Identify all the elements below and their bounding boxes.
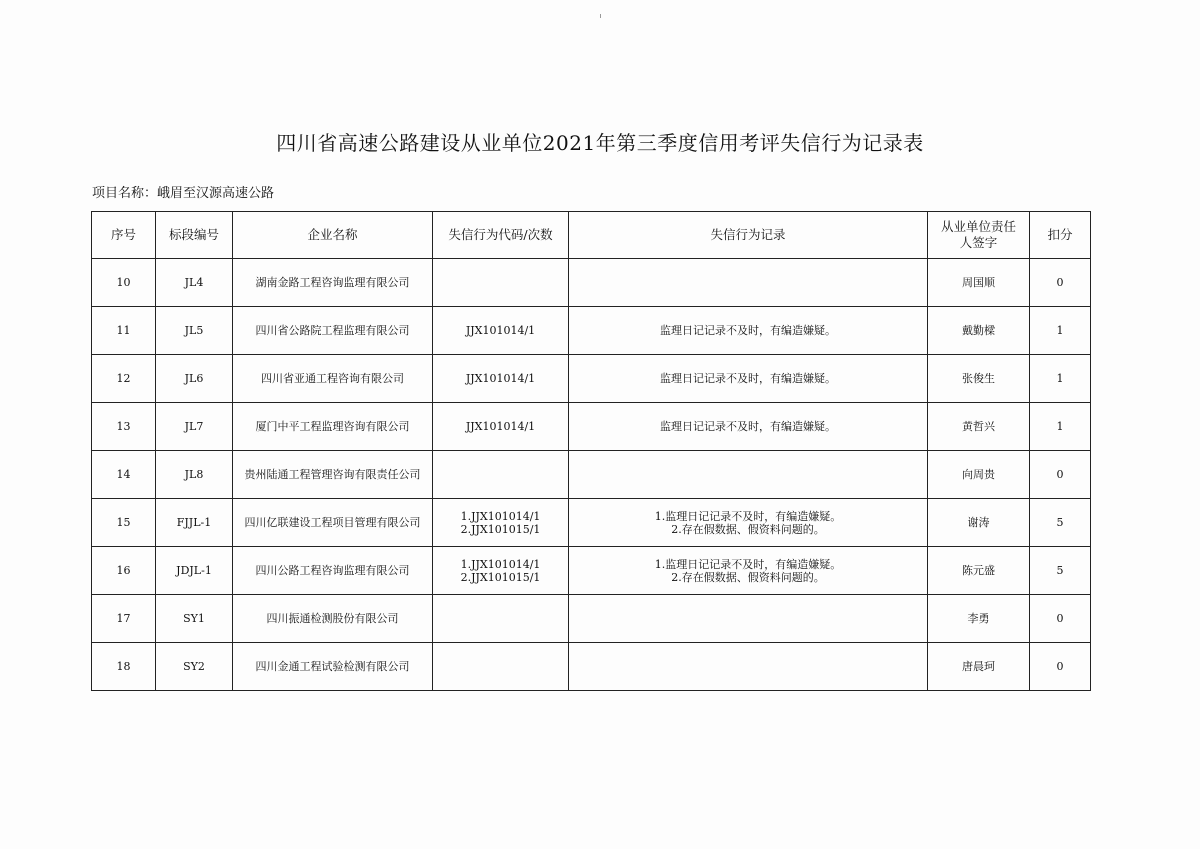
table-row (92, 499, 1091, 547)
cell-company: 厦门中平工程监理咨询有限公司 (233, 403, 433, 451)
cell-company: 四川公路工程咨询监理有限公司 (233, 547, 433, 595)
cell-section: JL8 (156, 451, 233, 499)
cell-code (433, 595, 569, 643)
cell-deduction: 0 (1030, 451, 1091, 499)
cell-deduction: 5 (1030, 499, 1091, 547)
cell-signer: 戴勤樑 (928, 307, 1030, 355)
cell-signer: 黄哲兴 (928, 403, 1030, 451)
cell-record: 监理日记记录不及时，有编造嫌疑。 (569, 307, 928, 355)
cell-code (433, 643, 569, 691)
cell-section: JL4 (156, 259, 233, 307)
cell-deduction: 0 (1030, 595, 1091, 643)
cell-section: FJJL-1 (156, 499, 233, 547)
table-row (92, 307, 1091, 355)
table-row (92, 643, 1091, 691)
cell-no: 14 (92, 451, 156, 499)
cell-record (569, 643, 928, 691)
cell-section: SY2 (156, 643, 233, 691)
cell-deduction: 1 (1030, 307, 1091, 355)
table-row (92, 451, 1091, 499)
header-no: 序号 (92, 212, 156, 259)
record-line: 1.监理日记记录不及时，有编造嫌疑。 (654, 509, 842, 523)
code-line: 2.JJX101015/1 (460, 522, 541, 536)
cell-section: JL5 (156, 307, 233, 355)
cell-deduction: 1 (1030, 403, 1091, 451)
cell-section: JL7 (156, 403, 233, 451)
cell-deduction: 0 (1030, 643, 1091, 691)
cell-company: 四川金通工程试验检测有限公司 (233, 643, 433, 691)
record-line: 2.存在假数据、假资料问题的。 (671, 570, 825, 584)
record-line: 1.监理日记记录不及时，有编造嫌疑。 (654, 557, 842, 571)
cell-no: 17 (92, 595, 156, 643)
table-row (92, 403, 1091, 451)
record-line: 2.存在假数据、假资料问题的。 (671, 522, 825, 536)
header-deduction: 扣分 (1030, 212, 1091, 259)
cell-no: 16 (92, 547, 156, 595)
cell-record: 监理日记记录不及时，有编造嫌疑。 (569, 403, 928, 451)
cell-record (569, 259, 928, 307)
cell-record (569, 547, 928, 595)
code-line: 1.JJX101014/1 (460, 557, 541, 571)
cell-deduction: 0 (1030, 259, 1091, 307)
header-signer: 从业单位责任人签字 (928, 212, 1030, 259)
table-header-row (92, 212, 1091, 259)
code-line: 1.JJX101014/1 (460, 509, 541, 523)
header-company: 企业名称 (233, 212, 433, 259)
scan-mark (600, 14, 601, 18)
cell-code (433, 259, 569, 307)
cell-section: SY1 (156, 595, 233, 643)
cell-no: 15 (92, 499, 156, 547)
cell-code (433, 499, 569, 547)
cell-record (569, 451, 928, 499)
code-line: 2.JJX101015/1 (460, 570, 541, 584)
cell-no: 12 (92, 355, 156, 403)
header-section: 标段编号 (156, 212, 233, 259)
credit-record-table (91, 211, 1091, 691)
cell-record: 监理日记记录不及时，有编造嫌疑。 (569, 355, 928, 403)
cell-code: JJX101014/1 (433, 307, 569, 355)
cell-no: 11 (92, 307, 156, 355)
table-row (92, 259, 1091, 307)
cell-code: JJX101014/1 (433, 355, 569, 403)
cell-no: 18 (92, 643, 156, 691)
cell-signer: 向周贵 (928, 451, 1030, 499)
cell-company: 四川振通检测股份有限公司 (233, 595, 433, 643)
cell-section: JL6 (156, 355, 233, 403)
cell-signer: 张俊生 (928, 355, 1030, 403)
table-row (92, 547, 1091, 595)
cell-code (433, 451, 569, 499)
project-name-label: 项目名称：峨眉至汉源高速公路 (92, 186, 275, 201)
cell-signer: 李勇 (928, 595, 1030, 643)
cell-company: 四川亿联建设工程项目管理有限公司 (233, 499, 433, 547)
cell-record (569, 499, 928, 547)
header-code: 失信行为代码/次数 (433, 212, 569, 259)
cell-signer: 唐晨珂 (928, 643, 1030, 691)
table-row (92, 595, 1091, 643)
cell-signer: 谢涛 (928, 499, 1030, 547)
cell-deduction: 1 (1030, 355, 1091, 403)
cell-company: 湖南金路工程咨询监理有限公司 (233, 259, 433, 307)
cell-no: 10 (92, 259, 156, 307)
cell-record (569, 595, 928, 643)
cell-section: JDJL-1 (156, 547, 233, 595)
page-title: 四川省高速公路建设从业单位2021年第三季度信用考评失信行为记录表 (276, 131, 924, 155)
header-record: 失信行为记录 (569, 212, 928, 259)
cell-code: JJX101014/1 (433, 403, 569, 451)
cell-signer: 周国顺 (928, 259, 1030, 307)
cell-company: 四川省公路院工程监理有限公司 (233, 307, 433, 355)
cell-code (433, 547, 569, 595)
cell-signer: 陈元盛 (928, 547, 1030, 595)
cell-company: 四川省亚通工程咨询有限公司 (233, 355, 433, 403)
cell-company: 贵州陆通工程管理咨询有限责任公司 (233, 451, 433, 499)
cell-deduction: 5 (1030, 547, 1091, 595)
table-row (92, 355, 1091, 403)
cell-no: 13 (92, 403, 156, 451)
